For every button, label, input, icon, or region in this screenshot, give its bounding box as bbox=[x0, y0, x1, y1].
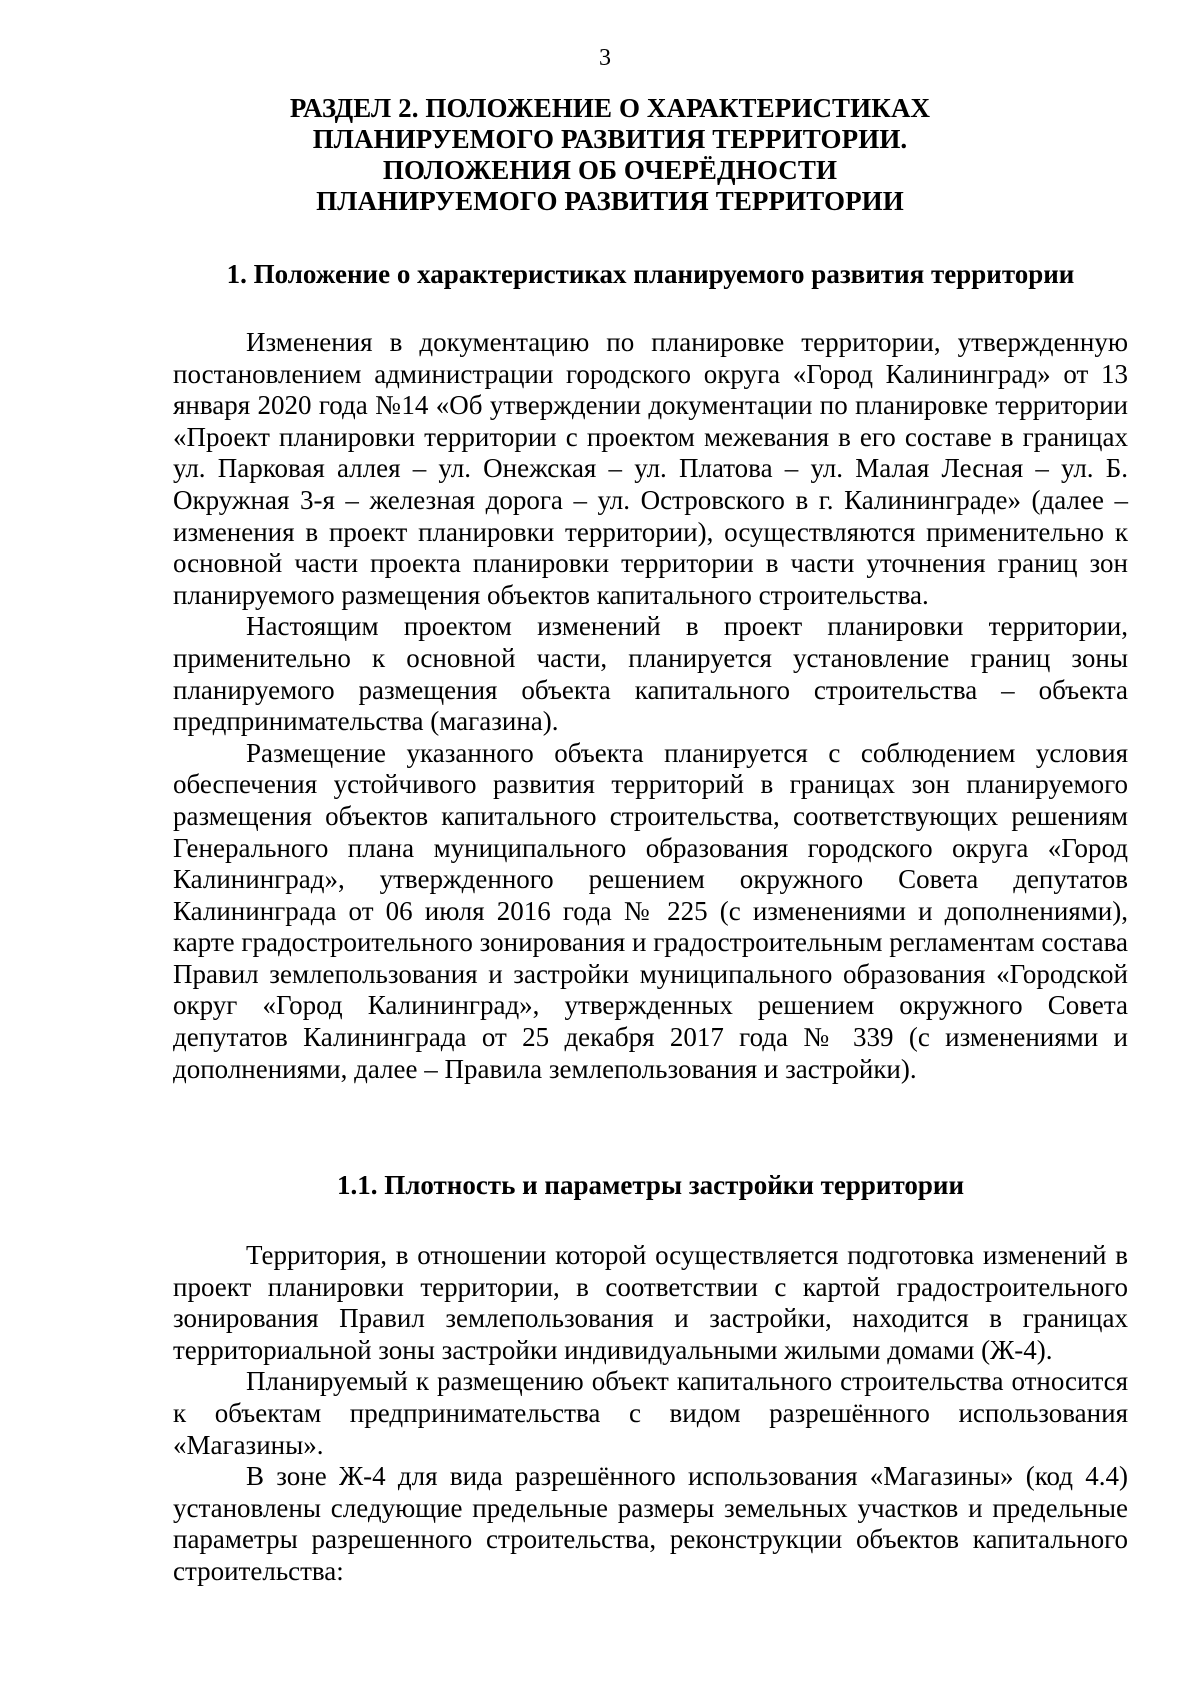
paragraph: Планируемый к размещению объект капитального строительства относится к объектам предпринимательства с видом разрешённого использования «Магазины». bbox=[173, 1366, 1128, 1460]
body-text-block-1 bbox=[173, 327, 1128, 1085]
section-title-line: ПЛАНИРУЕМОГО РАЗВИТИЯ ТЕРРИТОРИИ. bbox=[312, 124, 908, 154]
subsection-heading-1: 1. Положение о характеристиках планируемого развития территории bbox=[226, 259, 1075, 289]
section-title-line: РАЗДЕЛ 2. ПОЛОЖЕНИЕ О ХАРАКТЕРИСТИКАХ bbox=[289, 93, 931, 123]
section-title bbox=[250, 93, 970, 217]
section-title-line: ПОЛОЖЕНИЯ ОБ ОЧЕРЁДНОСТИ bbox=[382, 155, 838, 185]
page-number: 3 bbox=[599, 45, 611, 71]
paragraph: Территория, в отношении которой осуществляется подготовка изменений в проект планировки территории, в соответствии с картой градостроительного зонирования Правил землепользования и застройки, находится в границах территориальной зоны застройки индивидуальными жилыми домами (Ж-4). bbox=[173, 1240, 1128, 1365]
paragraph: В зоне Ж-4 для вида разрешённого использования «Магазины» (код 4.4) установлены следующие предельные размеры земельных участков и предельные параметры разрешенного строительства, реконструкции объектов капитального строительства: bbox=[173, 1461, 1128, 1586]
paragraph: Размещение указанного объекта планируется с соблюдением условия обеспечения устойчивого развития территорий в границах зон планируемого размещения объектов капитального строительства, соответствующих решениям Генерального плана муниципального образования городского округа «Город Калининград», утвержденного решением окружного Совета депутатов Калининграда от 06 июля 2016 года № 225 (с изменениями и дополнениями), карте градостроительного зонирования и градостроительным регламентам состава Правил землепользования и застройки муниципального образования «Городской округ «Город Калининград», утвержденных решением окружного Совета депутатов Калининграда от 25 декабря 2017 года № 339 (с изменениями и дополнениями, далее – Правила землепользования и застройки). bbox=[173, 737, 1128, 1084]
paragraph: Настоящим проектом изменений в проект планировки территории, применительно к основной части, планируется установление границ зоны планируемого размещения объекта капитального строительства – объекта предпринимательства (магазина). bbox=[173, 611, 1128, 737]
subsection-heading-1-1: 1.1. Плотность и параметры застройки территории bbox=[336, 1170, 965, 1200]
section-title-line: ПЛАНИРУЕМОГО РАЗВИТИЯ ТЕРРИТОРИИ bbox=[316, 186, 904, 216]
body-text-block-2 bbox=[173, 1240, 1128, 1588]
paragraph: Изменения в документацию по планировке территории, утвержденную постановлением администрации городского округа «Город Калининград» от 13 января 2020 года №14 «Об утверждении документации по планировке территории «Проект планировки территории с проектом межевания в его составе в границах ул. Парковая аллея – ул. Онежская – ул. Платова – ул. Малая Лесная – ул. Б. Окружная 3-я – железная дорога – ул. Островского в г. Калининграде» (далее – изменения в проект планировки территории), осуществляются применительно к основной части проекта планировки территории в части уточнения границ зон планируемого размещения объектов капитального строительства. bbox=[173, 327, 1128, 610]
